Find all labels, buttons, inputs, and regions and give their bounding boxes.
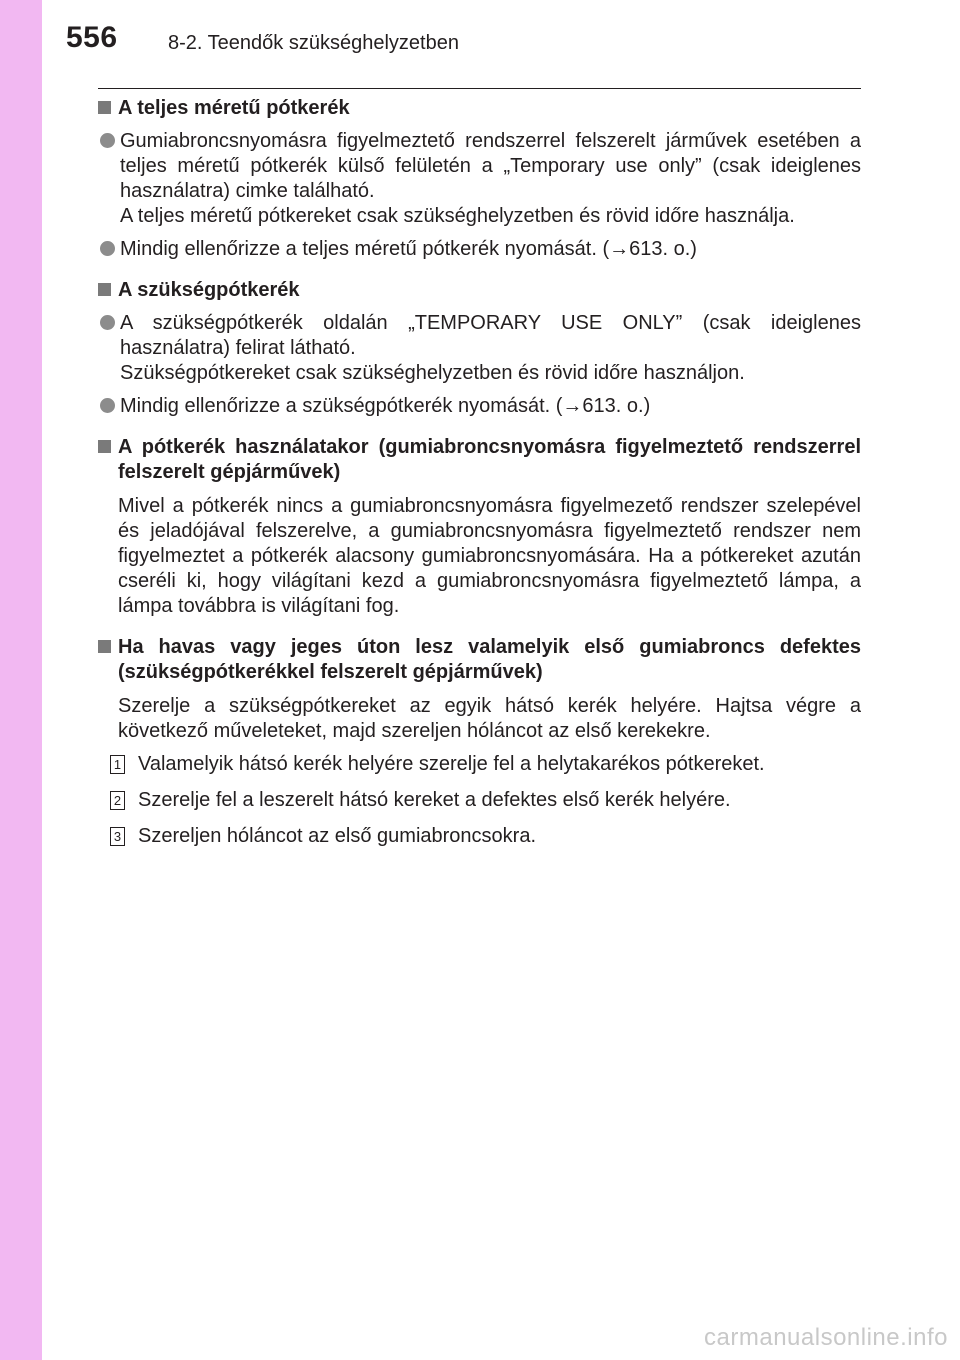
step-item: 1 Valamelyik hátsó kerék helyére szerelje fel a helytakarékos pótkereket.: [98, 752, 861, 777]
step-number-box: 2: [110, 791, 125, 810]
circle-bullet-icon: [100, 398, 115, 413]
side-color-strip: [0, 0, 42, 1360]
page-number: 556: [66, 21, 118, 54]
section-paragraph: Mivel a pótkerék nincs a gumiabroncsnyomásra figyelmezető rendszer szelepével és jeladójával felszerelve, a gumiabroncsnyomásra figyelmeztető rendszer nem figyelmeztet a pótkerék alacsony gumiabroncsnyomására. Ha a pótkereket azután cseréli ki, hogy világítani kezd a gumiabroncsnyomásra figyelmeztető lámpa, a lámpa továbbra is világítani fog.: [118, 495, 861, 617]
list-item: Gumiabroncsnyomásra figyelmeztető rendszerrel felszerelt járművek esetében a teljes méretű pótkerék külső felületén a „Temporary use only” (csak ideiglenes használatra) cimke található. A teljes méretű pótkereket csak szükséghelyzetben és rövid időre használja.: [98, 129, 861, 229]
square-bullet-icon: [98, 101, 111, 114]
step-number-box: 1: [110, 755, 125, 774]
section-heading: Ha havas vagy jeges úton lesz valamelyik első gumiabroncs defektes (szükségpótkerékkel felszerelt gépjárművek): [98, 635, 861, 685]
list-item: Mindig ellenőrizze a teljes méretű pótkerék nyomását. (→613. o.): [98, 237, 861, 262]
section-heading: A szükségpótkerék: [98, 278, 861, 303]
section-spare-tpms: [98, 435, 861, 619]
list-item: Mindig ellenőrizze a szükségpótkerék nyomását. (→613. o.): [98, 394, 861, 419]
square-bullet-icon: [98, 640, 111, 653]
section-heading: A teljes méretű pótkerék: [98, 96, 861, 121]
step-item: 3 Szereljen hóláncot az első gumiabroncsokra.: [98, 824, 861, 849]
step-number-box: 3: [110, 827, 125, 846]
step-item: 2 Szerelje fel a leszerelt hátsó kereket a defektes első kerék helyére.: [98, 788, 861, 813]
step-list: [98, 752, 861, 849]
section-snow-ice-flat: [98, 635, 861, 849]
header-divider: [98, 88, 861, 89]
square-bullet-icon: [98, 440, 111, 453]
page-content: [98, 96, 861, 865]
circle-bullet-icon: [100, 315, 115, 330]
square-bullet-icon: [98, 283, 111, 296]
circle-bullet-icon: [100, 133, 115, 148]
circle-bullet-icon: [100, 241, 115, 256]
section-paragraph: Szerelje a szükségpótkereket az egyik hátsó kerék helyére. Hajtsa végre a következő műveleteket, majd szereljen hóláncot az első kerekekre.: [118, 695, 861, 742]
section-heading: A pótkerék használatakor (gumiabroncsnyomásra figyelmeztető rendszerrel felszerelt gépjárművek): [98, 435, 861, 485]
watermark: carmanualsonline.info: [704, 1324, 948, 1351]
section-compact-spare: [98, 278, 861, 419]
section-full-size-spare: [98, 96, 861, 262]
chapter-section-title: 8-2. Teendők szükséghelyzetben: [168, 32, 459, 54]
list-item: A szükségpótkerék oldalán „TEMPORARY USE ONLY” (csak ideiglenes használatra) felirat látható. Szükségpótkereket csak szükséghelyzetben és rövid időre használjon.: [98, 311, 861, 386]
